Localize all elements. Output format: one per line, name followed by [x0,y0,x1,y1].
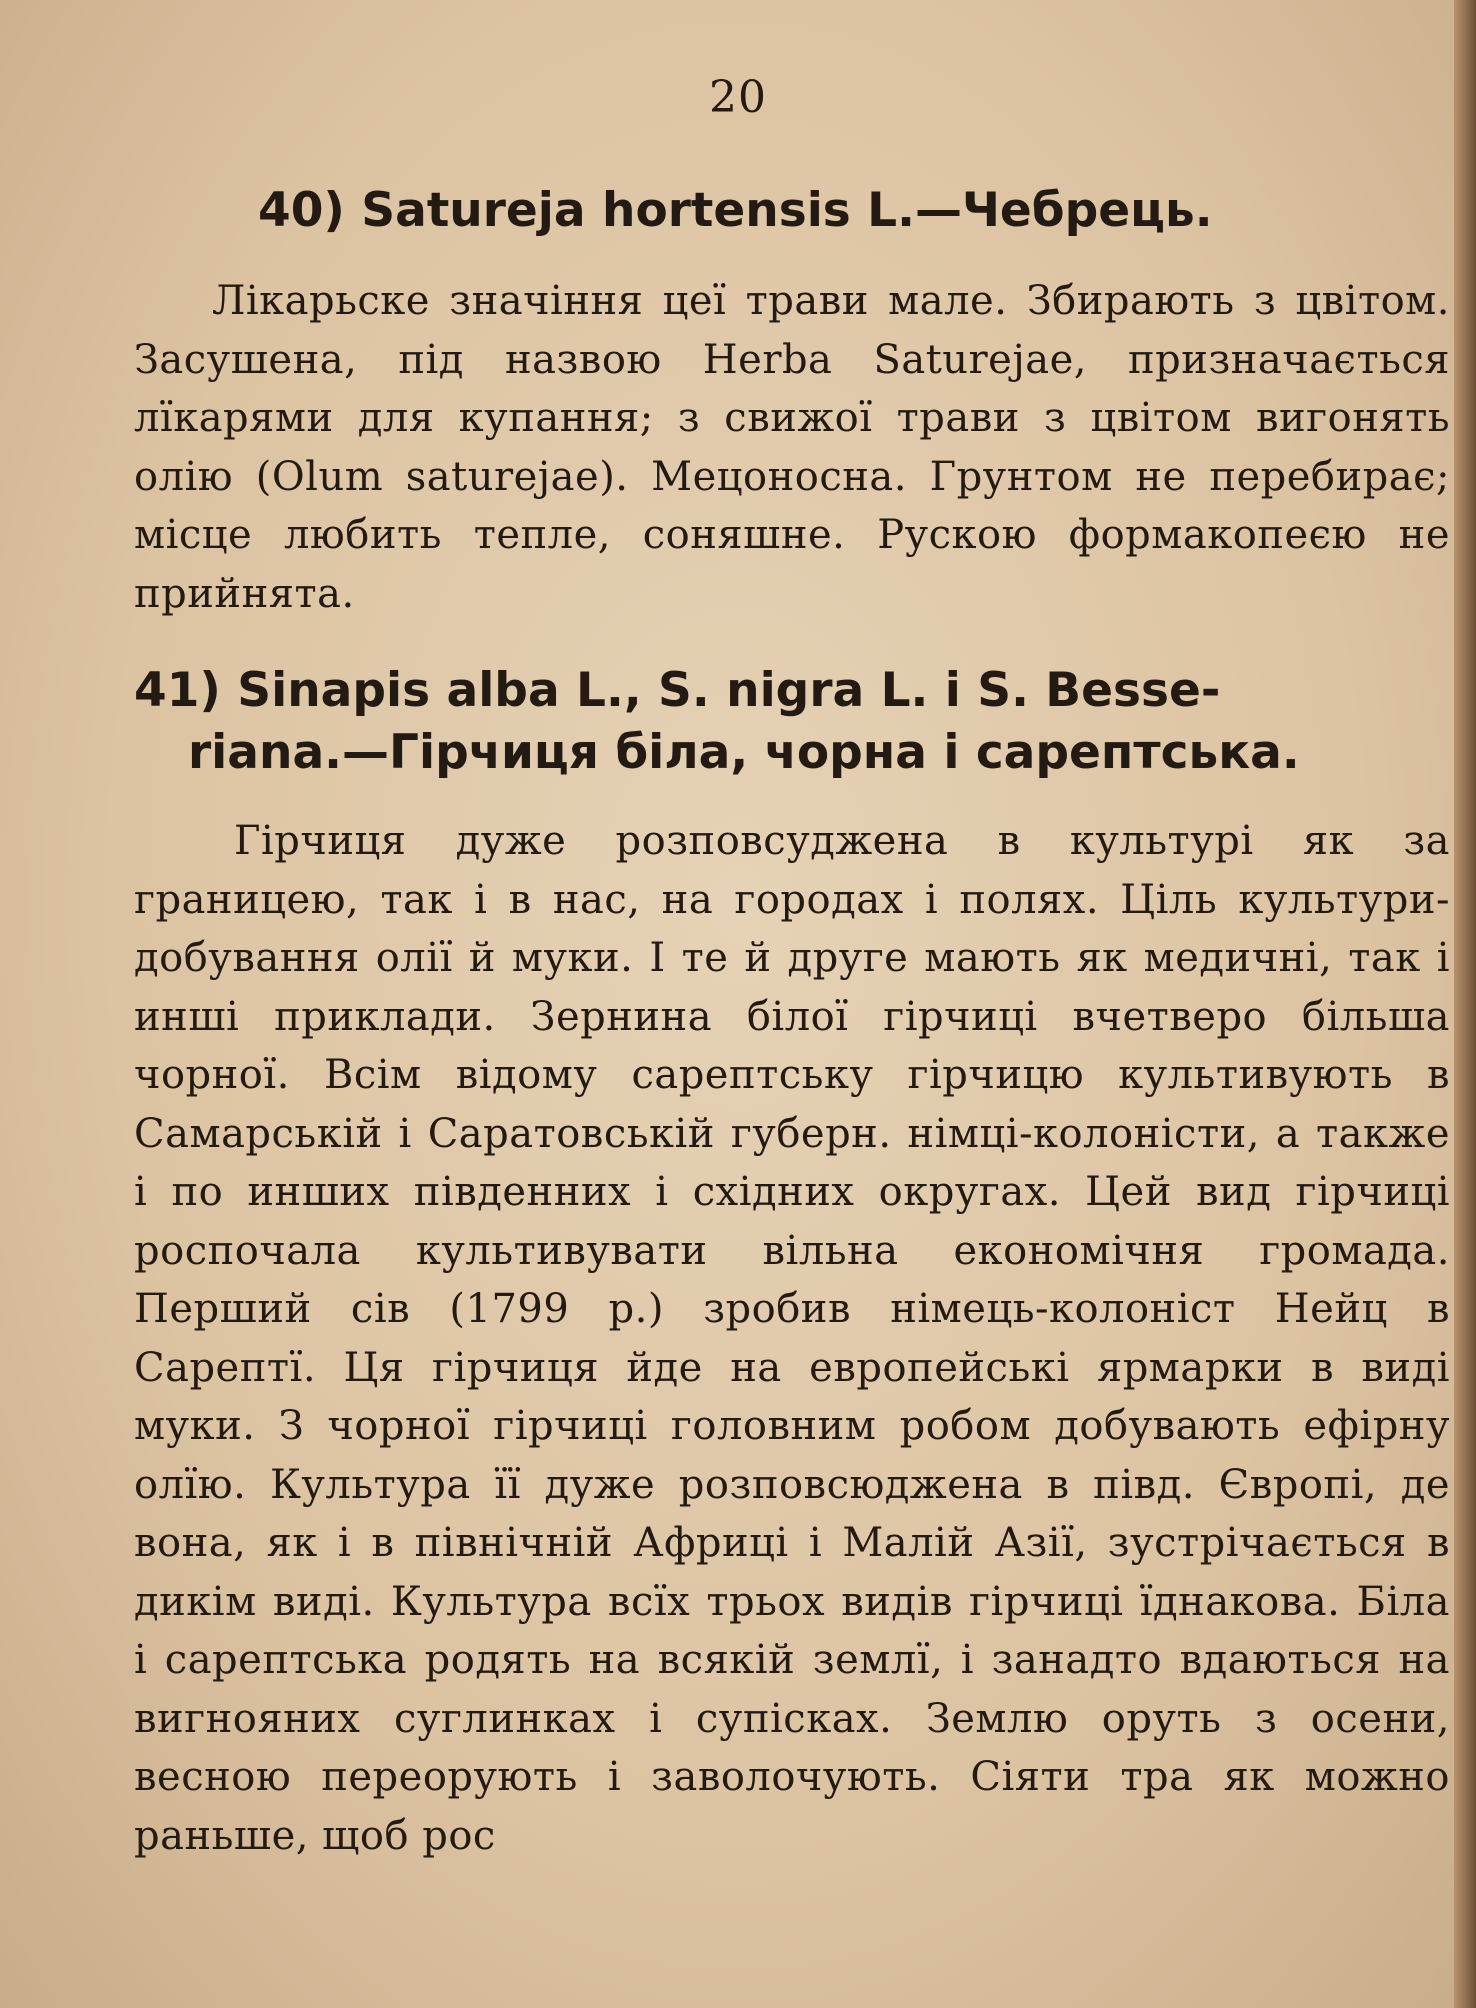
page-edge-shadow [1454,0,1476,2008]
section-body-41: Гірчиця дуже розповсуджена в культурі як за границею, так і в нас, на городах і полях. Ціль культури-добування олії й муки. І те й друге мають як медичні, так і инші приклади. Зернина білої гірчиці вчетверо більша чорної. Всім відому сарептську гірчицю культивують в Самарській і Саратовській губерн. німці-колоністи, а также і по инших південних і східних округах. Цей вид гірчиці роспочала культивувати вільна економічня громада. Перший сів (1799 р.) зробив німець-колоніст Нейц в Сарептї. Ця гірчиця йде на европейські ярмарки в виді муки. З чорної гірчиці головним робом добувають ефірну олїю. Культура її дуже розповсюджена в півд. Європі, де вона, як і в північній Африці і Малій Азії, зустрічається в дикім виді. Культура всїх трьох видів гірчиці їднакова. Біла і сарептська родять на всякій землї, і занадто вдаються на вигнояних суглинках і супісках. Землю оруть з осени, весною переорують і заволочують. Сіяти тра як можно раньше, щоб рос [134,818,1450,1859]
section-heading-40: 40) Satureja hortensis L.—Чебрець. [258,183,1213,238]
section-heading-41-line2: riana.—Гірчиця біла, чорна і сарептська. [188,725,1300,780]
section-heading-41 [134,660,1454,784]
page-number: 20 [709,72,767,123]
section-heading-41-line1: 41) Sinapis alba L., S. nigra L. i S. Besse- [134,663,1221,718]
section-body-40: Лікарьске значіння цеї трави мале. Збирають з цвітом. Засушена, під назвою Herba Saturejae, призначається лїкарями для купання; з свижої трави з цвітом вигонять олію (Olum saturejae). Мецоносна. Грунтом не перебирає; місце любить тепле, соняшне. Рускою формакопеєю не прийнята. [134,278,1450,617]
